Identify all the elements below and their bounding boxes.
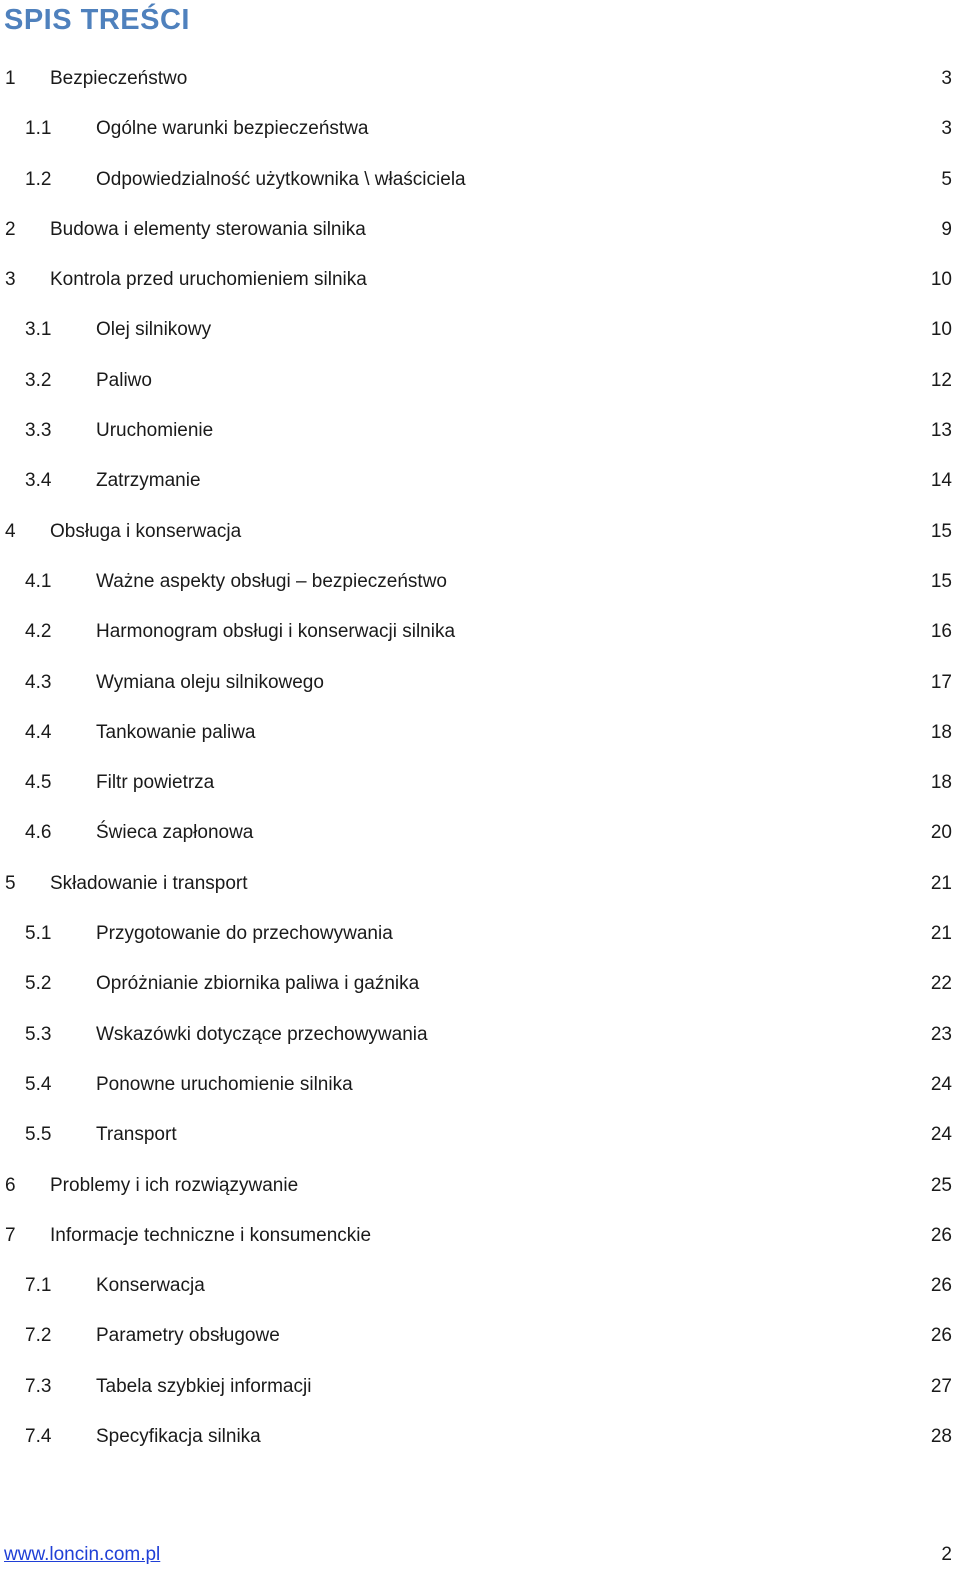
toc-entry-page: 24 xyxy=(930,1073,952,1095)
toc-entry[interactable] xyxy=(0,1416,960,1466)
toc-entry-number: 1 xyxy=(5,68,16,89)
toc-entry[interactable] xyxy=(0,58,960,108)
toc-entry-title[interactable]: Opróżnianie zbiornika paliwa i gaźnika xyxy=(96,973,420,995)
toc-entry-title[interactable]: Ponowne uruchomienie silnika xyxy=(96,1073,353,1095)
toc-entry-title[interactable]: Transport xyxy=(96,1124,177,1146)
toc-entry-number: 5.1 xyxy=(25,923,52,945)
toc-entry-number: 7.2 xyxy=(25,1325,52,1347)
toc-entry-number: 4.3 xyxy=(25,671,52,693)
toc-entry-number: 1.1 xyxy=(25,118,52,140)
toc-entry-number: 3 xyxy=(5,269,16,291)
toc-entry[interactable] xyxy=(0,309,960,359)
toc-entry-page: 24 xyxy=(930,1124,952,1146)
website-link[interactable]: www.loncin.com.pl xyxy=(4,1544,161,1565)
toc-entry[interactable] xyxy=(0,108,960,158)
toc-entry-page: 12 xyxy=(930,369,952,391)
toc-entry-title[interactable]: Wymiana oleju silnikowego xyxy=(96,671,324,693)
toc-entry-number: 5.3 xyxy=(25,1023,52,1045)
toc-entry-page: 10 xyxy=(930,319,952,341)
toc-entry-number: 6 xyxy=(5,1174,16,1196)
toc-entry-title[interactable]: Przygotowanie do przechowywania xyxy=(96,923,393,945)
toc-entry-page: 18 xyxy=(930,721,952,743)
toc-entry-page: 3 xyxy=(941,118,952,140)
toc-entry[interactable] xyxy=(0,159,960,209)
toc-entry-title[interactable]: Tabela szybkiej informacji xyxy=(96,1375,312,1397)
toc-entry[interactable] xyxy=(0,913,960,963)
toc-entry-number: 3.1 xyxy=(25,319,52,341)
toc-entry-page: 20 xyxy=(930,822,952,844)
toc-entry-page: 17 xyxy=(930,671,952,693)
toc-entry-number: 2 xyxy=(5,218,16,240)
table-of-contents xyxy=(0,58,960,1466)
toc-entry-title[interactable]: Obsługa i konserwacja xyxy=(50,520,242,542)
toc-entry-page: 18 xyxy=(930,772,952,794)
toc-entry-title[interactable]: Olej silnikowy xyxy=(96,319,212,341)
toc-entry-title[interactable]: Ważne aspekty obsługi – bezpieczeństwo xyxy=(96,570,447,592)
toc-entry[interactable] xyxy=(0,1366,960,1416)
toc-entry-page: 23 xyxy=(930,1023,952,1045)
toc-entry-title[interactable]: Uruchomienie xyxy=(96,420,214,442)
toc-entry[interactable] xyxy=(0,1064,960,1114)
toc-entry-number: 4.6 xyxy=(25,822,52,844)
toc-entry-number: 4.2 xyxy=(25,621,52,643)
toc-entry[interactable] xyxy=(0,460,960,510)
toc-entry-title[interactable]: Problemy i ich rozwiązywanie xyxy=(50,1174,299,1196)
toc-entry-page: 15 xyxy=(930,570,952,592)
toc-entry-number: 7.4 xyxy=(25,1426,52,1448)
toc-entry[interactable] xyxy=(0,410,960,460)
toc-entry-title[interactable]: Budowa i elementy sterowania silnika xyxy=(50,218,366,240)
toc-entry-number: 3.3 xyxy=(25,420,52,442)
toc-entry-page: 10 xyxy=(930,269,952,291)
toc-entry-page: 21 xyxy=(930,872,952,894)
toc-entry-title[interactable]: Odpowiedzialność użytkownika \ właściciela xyxy=(96,168,466,190)
toc-entry[interactable] xyxy=(0,712,960,762)
toc-entry-number: 7.3 xyxy=(25,1375,52,1397)
toc-entry-number: 5 xyxy=(5,872,16,894)
toc-entry-number: 4.4 xyxy=(25,721,52,743)
toc-entry-page: 5 xyxy=(941,168,952,190)
toc-entry-page: 26 xyxy=(930,1224,952,1246)
toc-entry-page: 15 xyxy=(930,520,952,542)
toc-entry-title[interactable]: Ogólne warunki bezpieczeństwa xyxy=(96,118,369,140)
toc-entry-number: 5.2 xyxy=(25,973,52,995)
toc-entry-number: 4.1 xyxy=(25,570,52,592)
toc-entry[interactable] xyxy=(0,1265,960,1315)
toc-entry-title[interactable]: Zatrzymanie xyxy=(96,470,201,492)
toc-entry[interactable] xyxy=(0,511,960,561)
toc-entry[interactable] xyxy=(0,611,960,661)
toc-entry-title[interactable]: Konserwacja xyxy=(96,1275,205,1297)
toc-entry[interactable] xyxy=(0,863,960,913)
toc-entry-number: 3.4 xyxy=(25,470,52,492)
toc-entry[interactable] xyxy=(0,360,960,410)
toc-entry-title[interactable]: Świeca zapłonowa xyxy=(96,822,254,844)
toc-entry-title[interactable]: Filtr powietrza xyxy=(96,772,215,794)
toc-entry-number: 7.1 xyxy=(25,1275,52,1297)
toc-entry-page: 26 xyxy=(930,1275,952,1297)
toc-entry[interactable] xyxy=(0,561,960,611)
toc-entry-title[interactable]: Wskazówki dotyczące przechowywania xyxy=(96,1023,428,1045)
toc-entry[interactable] xyxy=(0,662,960,712)
page-footer xyxy=(0,1540,960,1570)
toc-entry-page: 3 xyxy=(941,68,952,89)
toc-entry-page: 27 xyxy=(930,1375,952,1397)
toc-entry-title[interactable]: Informacje techniczne i konsumenckie xyxy=(50,1224,372,1246)
toc-entry-page: 22 xyxy=(930,973,952,995)
toc-entry-number: 1.2 xyxy=(25,168,52,190)
toc-entry-title[interactable]: Kontrola przed uruchomieniem silnika xyxy=(50,269,367,291)
toc-entry[interactable] xyxy=(0,762,960,812)
toc-entry-page: 21 xyxy=(930,923,952,945)
toc-entry[interactable] xyxy=(0,1165,960,1215)
toc-entry-page: 9 xyxy=(941,218,952,240)
toc-entry[interactable] xyxy=(0,812,960,862)
toc-entry-title[interactable]: Paliwo xyxy=(96,369,152,391)
toc-entry-title[interactable]: Parametry obsługowe xyxy=(96,1325,280,1347)
page-title: SPIS TREŚCI xyxy=(4,4,190,36)
toc-entry-number: 5.4 xyxy=(25,1073,52,1095)
toc-entry-page: 28 xyxy=(930,1426,952,1448)
toc-entry-title[interactable]: Harmonogram obsługi i konserwacji silnika xyxy=(96,621,456,643)
toc-entry-title[interactable]: Specyfikacja silnika xyxy=(96,1426,261,1448)
toc-entry-page: 26 xyxy=(930,1325,952,1347)
toc-entry[interactable] xyxy=(0,209,960,259)
toc-entry[interactable] xyxy=(0,259,960,309)
toc-entry-title[interactable]: Bezpieczeństwo xyxy=(50,68,188,89)
toc-entry-number: 7 xyxy=(5,1224,16,1246)
toc-entry-page: 14 xyxy=(930,470,952,492)
toc-entry[interactable] xyxy=(0,1114,960,1164)
toc-entry-title[interactable]: Składowanie i transport xyxy=(50,872,248,894)
toc-entry-page: 25 xyxy=(930,1174,952,1196)
toc-entry-number: 3.2 xyxy=(25,369,52,391)
toc-entry-title[interactable]: Tankowanie paliwa xyxy=(96,721,256,743)
toc-entry[interactable] xyxy=(0,1215,960,1265)
toc-entry[interactable] xyxy=(0,1315,960,1365)
toc-entry[interactable] xyxy=(0,1014,960,1064)
toc-entry[interactable] xyxy=(0,963,960,1013)
toc-entry-page: 16 xyxy=(930,621,952,643)
toc-entry-number: 4 xyxy=(5,520,16,542)
toc-entry-page: 13 xyxy=(930,420,952,442)
page-number: 2 xyxy=(941,1544,952,1565)
toc-entry-number: 4.5 xyxy=(25,772,52,794)
toc-entry-number: 5.5 xyxy=(25,1124,52,1146)
